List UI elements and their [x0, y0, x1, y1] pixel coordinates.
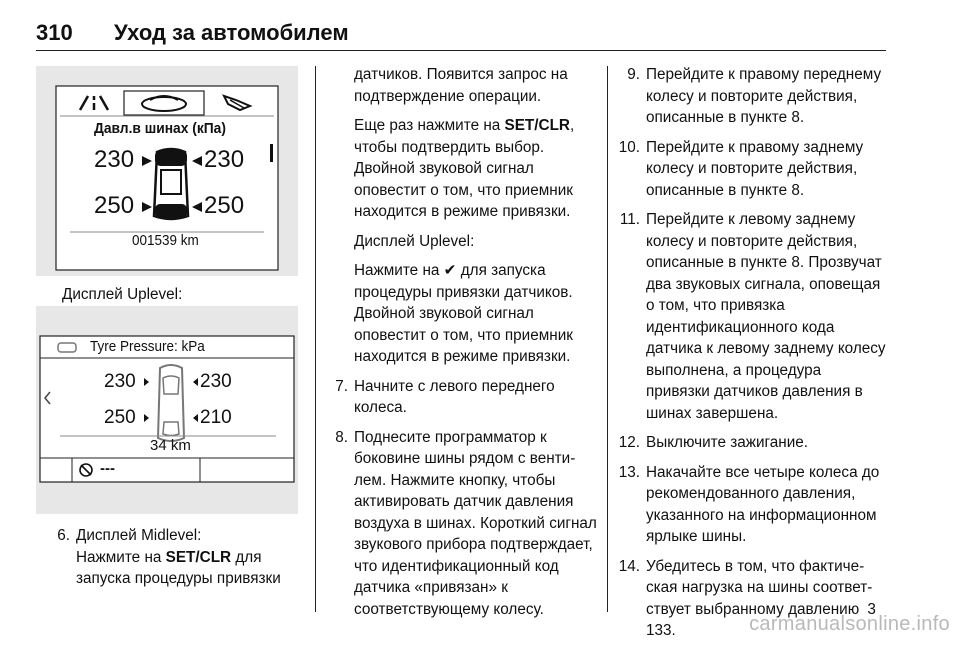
- item-11-number: 11.: [619, 211, 640, 228]
- figure-uplevel-panel: [36, 66, 298, 276]
- paragraph-4: Нажмите на ✔ для запуска процедуры привязки датчиков. Двойной звуковой сигнал оповестит о том, что приемник находится в режиме привязки.: [354, 262, 573, 365]
- checkmark-icon: ✔: [443, 262, 457, 279]
- item-10-text: Перейдите к правому заднему колесу и повторите действия, описанные в пункте 8.: [646, 138, 864, 199]
- caption-uplevel: Дисплей Uplevel:: [62, 286, 183, 303]
- item-7-number: 7.: [335, 377, 348, 395]
- column-1-text: [36, 525, 304, 598]
- list-item-8: [314, 427, 600, 621]
- midlevel-screen-title: Tyre Pressure: kPa: [90, 338, 205, 355]
- item-6-text: Нажмите на SET/CLR для запуска процедуры привязки: [76, 548, 281, 587]
- item-12-text: Выключите зажигание.: [646, 434, 809, 451]
- list-item-7: [314, 376, 600, 419]
- uplevel-front-right-pressure: 230: [204, 146, 245, 173]
- item-8-text: Поднесите программатор к боковине шины рядом с вентилем. Нажмите кнопку, чтобы активировать датчик давления воздуха в шинах. Короткий сигнал звукового прибора подтверждает, что идентификационный код датчика «привязан» к соответствующему колесу.: [354, 428, 597, 618]
- header-rule: [36, 50, 886, 51]
- car-top-view-icon: [154, 149, 188, 219]
- list-item-12: [606, 432, 888, 454]
- item-10-number: 10.: [618, 138, 640, 156]
- list-item-13: [606, 462, 888, 548]
- car-top-view-icon: [158, 365, 184, 441]
- item-13-text: Накачайте все четыре колеса до рекомендованного давления, указанного на информационном ярлыке шины.: [646, 463, 880, 545]
- item-11-text: Перейдите к левому заднему колесу и повторите действия, описанные в пункте 8. Прозвучат два звуковых сигнала, оповещая о том, что привязка идентификационного кода датчика к левому заднему колесу выполнена, а процедура привязки датчиков давления в шинах завершена.: [646, 211, 886, 422]
- figure-midlevel-panel: [36, 306, 298, 514]
- set-clr-label: SET/CLR: [165, 548, 232, 566]
- item-13-number: 13.: [618, 463, 640, 481]
- list-item-9: [606, 64, 888, 129]
- column-3-text: [606, 64, 888, 650]
- paragraph-3: Дисплей Uplevel:: [354, 232, 475, 250]
- paragraph-1: датчиков. Появится запрос на подтверждение операции.: [354, 66, 568, 105]
- uplevel-rear-right-pressure: 250: [204, 192, 245, 219]
- uplevel-odometer: 001539 km: [132, 232, 199, 249]
- item-8-number: 8.: [335, 428, 348, 446]
- item-9-text: Перейдите к правому переднему колесу и повторите действия, описанные в пункте 8.: [646, 66, 882, 126]
- uplevel-front-left-pressure: 230: [94, 146, 135, 173]
- page-header: [36, 20, 886, 50]
- uplevel-rear-left-pressure: 250: [94, 192, 135, 219]
- watermark: carmanualsonline.info: [749, 613, 950, 635]
- midlevel-rear-left-pressure: 250: [104, 407, 136, 428]
- midlevel-front-right-pressure: 230: [200, 371, 232, 392]
- page-number: 310: [36, 20, 73, 45]
- item-6-number: 6.: [57, 527, 70, 544]
- page-reference-icon: 3: [867, 600, 876, 618]
- item-12-number: 12.: [618, 434, 640, 451]
- column-2-text: [335, 64, 600, 628]
- item-7-text: Начните с левого переднего колеса.: [354, 377, 555, 416]
- item-14-text: Убедитесь в том, что фактическая нагрузка на шины соответствует выбранному давлению: [646, 557, 873, 618]
- list-item-10: [606, 137, 888, 202]
- list-item-6: [36, 525, 304, 590]
- item-9-number: 9.: [627, 66, 640, 83]
- midlevel-rear-right-pressure: 210: [200, 407, 232, 428]
- uplevel-screen-title: Давл.в шинах (кПа): [94, 120, 226, 137]
- paragraph-2: Еще раз нажмите на SET/CLR, чтобы подтвердить выбор. Двойной звуковой сигнал оповестит о том, что приемник находится в режиме привязки.: [354, 117, 575, 220]
- midlevel-bottom-value: ---: [100, 460, 115, 477]
- set-clr-label: SET/CLR: [504, 117, 570, 134]
- midlevel-front-left-pressure: 230: [104, 371, 136, 392]
- page-reference[interactable]: 133.: [646, 622, 676, 639]
- list-item-11: [606, 209, 888, 424]
- midlevel-odometer: 34 km: [150, 437, 191, 454]
- item-6-title: Дисплей Midlevel:: [76, 527, 202, 544]
- page-title: Уход за автомобилем: [114, 20, 349, 45]
- item-14-number: 14.: [618, 557, 640, 575]
